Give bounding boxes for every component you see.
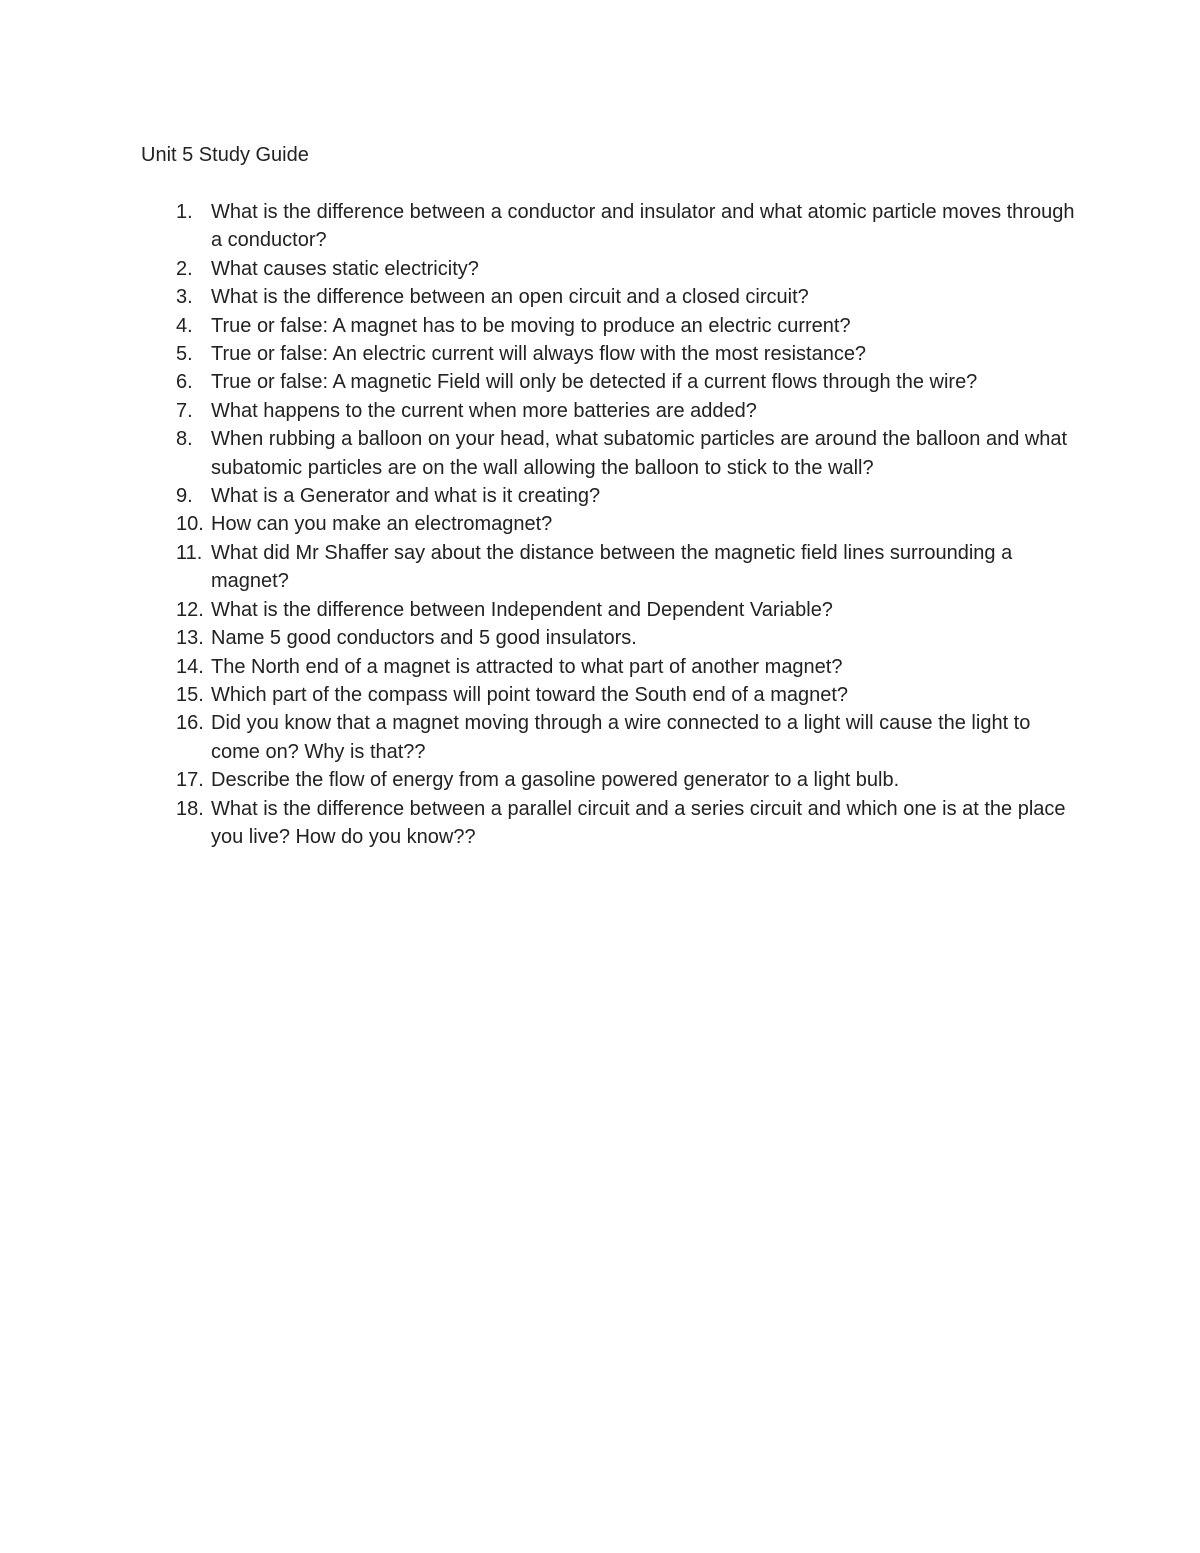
question-number: 18. — [176, 797, 204, 820]
question-number: 3. — [176, 286, 193, 309]
question-text: Did you know that a magnet moving through a wire connected to a light will cause the light to come on? Why is that?? — [211, 712, 1031, 763]
question-number: 8. — [176, 428, 193, 451]
question-text: What happens to the current when more batteries are added? — [211, 399, 757, 422]
question-number: 10. — [176, 513, 204, 536]
question-text: What is the difference between a parallel circuit and a series circuit and which one is at the place you live? How do you know?? — [211, 797, 1066, 848]
question-number: 4. — [176, 314, 193, 337]
question-number: 7. — [176, 399, 193, 422]
question-number: 13. — [176, 627, 204, 650]
question-item — [141, 653, 1081, 681]
question-item — [141, 539, 1081, 596]
question-number: 11. — [176, 541, 203, 564]
question-text: What is a Generator and what is it creating? — [211, 485, 601, 508]
question-number: 17. — [176, 769, 204, 792]
question-number: 5. — [176, 343, 193, 366]
question-text: True or false: A magnetic Field will only be detected if a current flows through the wire? — [211, 371, 978, 394]
question-item — [141, 368, 1081, 396]
question-text: What is the difference between an open circuit and a closed circuit? — [211, 286, 809, 309]
question-number: 15. — [176, 683, 204, 706]
question-item — [141, 425, 1081, 482]
question-number: 2. — [176, 257, 193, 280]
question-item — [141, 681, 1081, 709]
question-number: 9. — [176, 485, 193, 508]
question-item — [141, 795, 1081, 852]
question-item — [141, 766, 1081, 794]
question-item — [141, 255, 1081, 283]
question-text: What did Mr Shaffer say about the distance between the magnetic field lines surrounding a magnet? — [211, 541, 1013, 593]
question-item — [141, 340, 1081, 368]
question-text: The North end of a magnet is attracted to what part of another magnet? — [211, 655, 843, 678]
question-item — [141, 397, 1081, 425]
question-text: How can you make an electromagnet? — [211, 513, 553, 536]
question-text: What is the difference between Independent and Dependent Variable? — [211, 598, 833, 621]
question-item — [141, 198, 1081, 255]
question-text: True or false: A magnet has to be moving to produce an electric current? — [211, 314, 851, 337]
question-number: 1. — [176, 201, 193, 223]
question-number: 6. — [176, 371, 193, 394]
document-title: Unit 5 Study Guide — [141, 144, 309, 166]
question-text: Which part of the compass will point toward the South end of a magnet? — [211, 683, 849, 706]
question-item — [141, 510, 1081, 538]
question-item — [141, 283, 1081, 311]
question-item — [141, 312, 1081, 340]
question-item — [141, 596, 1081, 624]
question-text: Describe the flow of energy from a gasoline powered generator to a light bulb. — [211, 769, 900, 792]
question-number: 12. — [176, 598, 204, 621]
question-list — [141, 198, 1081, 851]
question-text: What causes static electricity? — [211, 257, 479, 280]
question-item — [141, 709, 1081, 766]
question-text: What is the difference between a conductor and insulator and what atomic particle moves through a conductor? — [211, 201, 1075, 252]
question-text: When rubbing a balloon on your head, what subatomic particles are around the balloon and what subatomic particles are on the wall allowing the balloon to stick to the wall? — [211, 428, 1068, 479]
question-text: Name 5 good conductors and 5 good insulators. — [211, 627, 637, 650]
question-item — [141, 482, 1081, 510]
question-text: True or false: An electric current will always flow with the most resistance? — [211, 343, 867, 366]
question-number: 14. — [176, 655, 204, 678]
question-number: 16. — [176, 712, 204, 735]
question-item — [141, 624, 1081, 652]
